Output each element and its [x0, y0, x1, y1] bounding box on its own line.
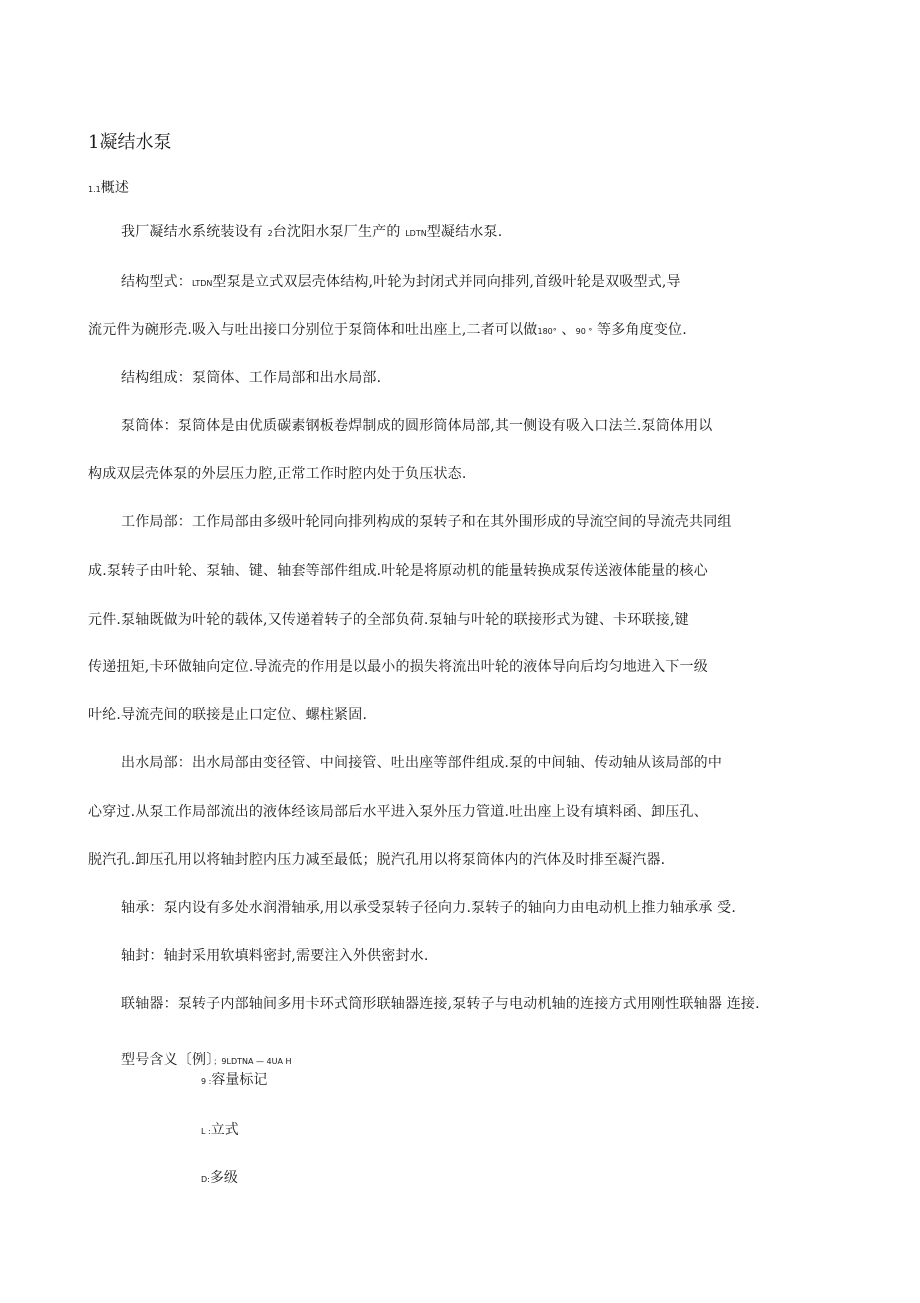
section-title [88, 131, 171, 155]
paragraph-shaft-seal: 轴封：轴封采用软填料密封,需要注入外供密封水. [121, 948, 429, 964]
text-run: 等多角度变位. [592, 322, 687, 338]
text-run-small: 2 [267, 229, 273, 238]
paragraph-outlet-part-line1: 出水局部：出水局部由变径管、中间接管、吐出座等部件组成.泵的中间轴、传动轴从该局部的中 [121, 755, 723, 771]
model-item-code: D [201, 1175, 208, 1184]
paragraph-working-part-line1: 工作局部：工作局部由多级叶轮同向排列构成的泵转子和在其外围形成的导流空间的导流壳共同组 [121, 514, 732, 530]
paragraph-outlet-part-line2: 心穿过.从泵工作局部流出的液体经该局部后水平进入泵外压力管道.吐出座上设有填料函、卸压孔、 [88, 804, 708, 820]
paragraph-working-part-line3: 元件.泵轴既做为叶轮的载体,又传递着转子的全部负荷.泵轴与叶轮的联接形式为键、卡环联接,键 [88, 612, 689, 628]
subsection-title-text: 概述 [100, 180, 130, 196]
model-item-sep: : [206, 1077, 212, 1086]
model-item-code: 9 [201, 1077, 207, 1086]
model-item-desc: 立式 [210, 1122, 239, 1138]
text-run: 结构型式： [121, 274, 192, 290]
subsection-title [88, 178, 129, 200]
model-item-sep: : [205, 1127, 211, 1136]
paragraph-pump-barrel-line1: 泵筒体：泵筒体是由优质碳素钢板卷焊制成的圆形筒体局部,其一侧设有吸入口法兰.泵筒体用以 [121, 418, 713, 434]
model-item [201, 1120, 239, 1142]
model-meaning-label: 型号含义〔例〕 [121, 1052, 214, 1068]
section-title-text: 凝结水泵 [99, 132, 172, 153]
model-item-desc: 多级 [209, 1170, 238, 1186]
paragraph-structure-type-line1 [121, 272, 681, 294]
paragraph-pump-barrel-line2: 构成双层壳体泵的外层压力腔,正常工作时腔内处于负压状态. [88, 466, 467, 482]
paragraph-working-part-line5: 叶纶.导流壳间的联接是止口定位、螺柱紧固. [88, 707, 368, 723]
section-number: 1 [88, 132, 100, 153]
paragraph-coupling: 联轴器：泵转子内部轴间多用卡环式筒形联轴器连接,泵转子与电动机轴的连接方式用刚性联轴器 连接. [121, 996, 760, 1012]
text-run-small: LTDN [192, 279, 213, 288]
model-item [201, 1070, 267, 1092]
text-run: 型泵是立式双层壳体结构,叶轮为封闭式并同向排列,首级叶轮是双吸型式,导 [212, 274, 681, 290]
text-run: 、 [556, 322, 576, 338]
paragraph-structure-composition: 结构组成：泵筒体、工作局部和出水局部. [121, 370, 382, 386]
paragraph-outlet-part-line3: 脱汽孔.卸压孔用以将轴封腔内压力减至最低；脱汽孔用以将泵筒体内的汽体及时排至凝汽器. [88, 852, 666, 868]
paragraph-working-part-line2: 成.泵转子由叶轮、泵轴、键、轴套等部件组成.叶轮是将原动机的能量转换成泵传送液体能量的核心 [88, 563, 708, 579]
paragraph-structure-type-line2 [88, 320, 687, 342]
model-meaning-heading [121, 1050, 292, 1072]
paragraph-bearing: 轴承：泵内设有多处水润滑轴承,用以承受泵转子径向力.泵转子的轴向力由电动机上推力轴承承 受. [121, 900, 736, 916]
paragraph-intro [121, 222, 502, 244]
model-item [201, 1168, 238, 1190]
text-run: 流元件为碗形壳.吸入与吐出接口分别位于泵筒体和吐出座上,二者可以做 [88, 322, 538, 338]
text-run-small: LDTN [405, 229, 427, 238]
model-item-desc: 容量标记 [211, 1072, 268, 1088]
model-item-sep: : [207, 1175, 210, 1184]
model-example-code: ；9LDTNA — 4UA H [213, 1057, 292, 1066]
model-item-code: L [201, 1127, 206, 1136]
subsection-number: 1.1 [88, 185, 101, 194]
text-run: 型凝结水泵. [426, 224, 503, 240]
text-run-small: 180° [537, 327, 557, 336]
text-run: 台沈阳水泵厂生产的 [272, 224, 406, 240]
paragraph-working-part-line4: 传递扭矩,卡环做轴向定位.导流壳的作用是以最小的损失将流出叶轮的液体导向后均匀地进入下一级 [88, 659, 708, 675]
text-run: 我厂凝结水系统装设有 [121, 224, 268, 240]
text-run-small: 90 ° [575, 327, 593, 336]
